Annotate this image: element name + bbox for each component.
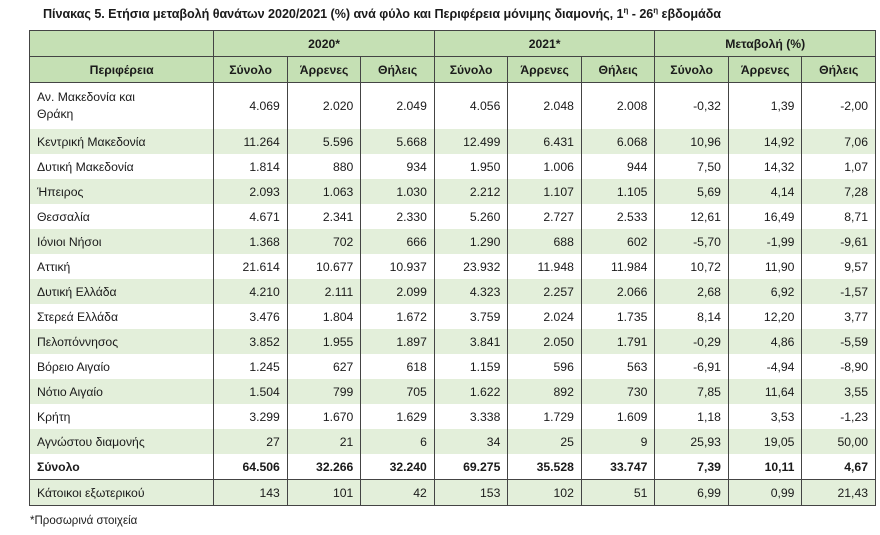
value-cell: 143 bbox=[214, 480, 288, 506]
table-row bbox=[30, 379, 876, 404]
value-cell: 1.290 bbox=[434, 229, 508, 254]
value-cell: 1.245 bbox=[214, 354, 288, 379]
value-cell: 25 bbox=[508, 429, 582, 454]
value-cell: 3.476 bbox=[214, 304, 288, 329]
value-cell: -9,61 bbox=[802, 229, 876, 254]
value-cell: 50,00 bbox=[802, 429, 876, 454]
region-name: Αγνώστου διαμονής bbox=[30, 429, 214, 454]
value-cell: -1,57 bbox=[802, 279, 876, 304]
table-row bbox=[30, 254, 876, 279]
value-cell: 10.677 bbox=[287, 254, 361, 279]
value-cell: -0,29 bbox=[655, 329, 729, 354]
value-cell: 21,43 bbox=[802, 480, 876, 506]
value-cell: 2.050 bbox=[508, 329, 582, 354]
value-cell: 3,55 bbox=[802, 379, 876, 404]
region-name: Κρήτη bbox=[30, 404, 214, 429]
value-cell: 1.107 bbox=[508, 179, 582, 204]
header-col: Σύνολο bbox=[434, 57, 508, 83]
value-cell: 627 bbox=[287, 354, 361, 379]
value-cell: -2,00 bbox=[802, 83, 876, 130]
value-cell: 34 bbox=[434, 429, 508, 454]
value-cell: 2.008 bbox=[581, 83, 655, 130]
footnote: *Προσωρινά στοιχεία bbox=[30, 515, 138, 527]
value-cell: 4,14 bbox=[728, 179, 802, 204]
value-cell: 730 bbox=[581, 379, 655, 404]
value-cell: 3,77 bbox=[802, 304, 876, 329]
value-cell: 2.257 bbox=[508, 279, 582, 304]
region-name: Σύνολο bbox=[30, 454, 214, 480]
value-cell: 2.111 bbox=[287, 279, 361, 304]
value-cell: 5.596 bbox=[287, 129, 361, 154]
value-cell: -6,91 bbox=[655, 354, 729, 379]
value-cell: 10,72 bbox=[655, 254, 729, 279]
value-cell: 1.159 bbox=[434, 354, 508, 379]
value-cell: 3.299 bbox=[214, 404, 288, 429]
value-cell: 1.735 bbox=[581, 304, 655, 329]
value-cell: 7,39 bbox=[655, 454, 729, 480]
value-cell: 3.338 bbox=[434, 404, 508, 429]
value-cell: 5.260 bbox=[434, 204, 508, 229]
region-name: Αν. Μακεδονία και Θράκη bbox=[30, 83, 214, 130]
value-cell: 1.804 bbox=[287, 304, 361, 329]
title-text: Πίνακας 5. Ετήσια μεταβολή θανάτων 2020/2021 (%) ανά φύλο και Περιφέρεια μόνιμης διαμονής, bbox=[43, 7, 617, 22]
value-cell: 0,99 bbox=[728, 480, 802, 506]
value-cell: 4.056 bbox=[434, 83, 508, 130]
value-cell: 1,39 bbox=[728, 83, 802, 130]
header-group-2020: 2020* bbox=[214, 31, 435, 57]
value-cell: 11.948 bbox=[508, 254, 582, 279]
table-row bbox=[30, 304, 876, 329]
value-cell: 69.275 bbox=[434, 454, 508, 480]
value-cell: 6,92 bbox=[728, 279, 802, 304]
value-cell: -1,99 bbox=[728, 229, 802, 254]
table-row bbox=[30, 229, 876, 254]
value-cell: 1.105 bbox=[581, 179, 655, 204]
value-cell: 7,50 bbox=[655, 154, 729, 179]
region-name: Θεσσαλία bbox=[30, 204, 214, 229]
value-cell: 2.020 bbox=[287, 83, 361, 130]
value-cell: 9,57 bbox=[802, 254, 876, 279]
value-cell: 2.341 bbox=[287, 204, 361, 229]
table-row bbox=[30, 429, 876, 454]
value-cell: 5.668 bbox=[361, 129, 435, 154]
table-row bbox=[30, 279, 876, 304]
value-cell: 2.212 bbox=[434, 179, 508, 204]
title-sup: η bbox=[623, 6, 629, 15]
header-group-row bbox=[30, 31, 876, 57]
header-col: Θήλεις bbox=[361, 57, 435, 83]
value-cell: 1.672 bbox=[361, 304, 435, 329]
value-cell: 2.099 bbox=[361, 279, 435, 304]
value-cell: 19,05 bbox=[728, 429, 802, 454]
value-cell: 1.897 bbox=[361, 329, 435, 354]
value-cell: 4.210 bbox=[214, 279, 288, 304]
value-cell: 7,28 bbox=[802, 179, 876, 204]
value-cell: 1.955 bbox=[287, 329, 361, 354]
value-cell: 892 bbox=[508, 379, 582, 404]
header-empty bbox=[30, 31, 214, 57]
region-name: Δυτική Ελλάδα bbox=[30, 279, 214, 304]
value-cell: 1,18 bbox=[655, 404, 729, 429]
value-cell: 11,90 bbox=[728, 254, 802, 279]
value-cell: 64.506 bbox=[214, 454, 288, 480]
value-cell: 3.759 bbox=[434, 304, 508, 329]
header-col: Άρρενες bbox=[508, 57, 582, 83]
value-cell: 2.048 bbox=[508, 83, 582, 130]
value-cell: 3.852 bbox=[214, 329, 288, 354]
value-cell: 1.622 bbox=[434, 379, 508, 404]
value-cell: 2.533 bbox=[581, 204, 655, 229]
value-cell: 5,69 bbox=[655, 179, 729, 204]
region-name: Ήπειρος bbox=[30, 179, 214, 204]
table-row bbox=[30, 354, 876, 379]
value-cell: 705 bbox=[361, 379, 435, 404]
value-cell: 1.729 bbox=[508, 404, 582, 429]
value-cell: 6.431 bbox=[508, 129, 582, 154]
value-cell: 1.063 bbox=[287, 179, 361, 204]
title-week-from: 1 bbox=[616, 7, 624, 22]
title-suffix: εβδομάδα bbox=[658, 7, 721, 22]
value-cell: 10,96 bbox=[655, 129, 729, 154]
header-col: Θήλεις bbox=[581, 57, 655, 83]
value-cell: 596 bbox=[508, 354, 582, 379]
value-cell: 1,07 bbox=[802, 154, 876, 179]
value-cell: 4.069 bbox=[214, 83, 288, 130]
value-cell: 14,32 bbox=[728, 154, 802, 179]
value-cell: 1.950 bbox=[434, 154, 508, 179]
value-cell: 2.093 bbox=[214, 179, 288, 204]
deaths-table bbox=[29, 30, 876, 506]
value-cell: -5,59 bbox=[802, 329, 876, 354]
value-cell: 2.330 bbox=[361, 204, 435, 229]
table-row bbox=[30, 154, 876, 179]
region-name: Πελοπόννησος bbox=[30, 329, 214, 354]
value-cell: 1.006 bbox=[508, 154, 582, 179]
region-name: Κάτοικοι εξωτερικού bbox=[30, 480, 214, 506]
title-sup: η bbox=[653, 6, 659, 15]
table-row bbox=[30, 329, 876, 354]
value-cell: 42 bbox=[361, 480, 435, 506]
region-name: Βόρειο Αιγαίο bbox=[30, 354, 214, 379]
value-cell: 11,64 bbox=[728, 379, 802, 404]
value-cell: 4,67 bbox=[802, 454, 876, 480]
value-cell: 153 bbox=[434, 480, 508, 506]
value-cell: 1.629 bbox=[361, 404, 435, 429]
table-row bbox=[30, 480, 876, 506]
value-cell: 799 bbox=[287, 379, 361, 404]
region-name: Ιόνιοι Νήσοι bbox=[30, 229, 214, 254]
value-cell: 1.030 bbox=[361, 179, 435, 204]
value-cell: 934 bbox=[361, 154, 435, 179]
value-cell: 1.814 bbox=[214, 154, 288, 179]
value-cell: 12,61 bbox=[655, 204, 729, 229]
value-cell: 666 bbox=[361, 229, 435, 254]
header-group-2021: 2021* bbox=[434, 31, 655, 57]
value-cell: 2,68 bbox=[655, 279, 729, 304]
region-name: Στερεά Ελλάδα bbox=[30, 304, 214, 329]
value-cell: 51 bbox=[581, 480, 655, 506]
table-row bbox=[30, 404, 876, 429]
header-col: Σύνολο bbox=[655, 57, 729, 83]
value-cell: 2.066 bbox=[581, 279, 655, 304]
value-cell: 12,20 bbox=[728, 304, 802, 329]
value-cell: 27 bbox=[214, 429, 288, 454]
region-name: Κεντρική Μακεδονία bbox=[30, 129, 214, 154]
value-cell: -0,32 bbox=[655, 83, 729, 130]
value-cell: 11.984 bbox=[581, 254, 655, 279]
table-row bbox=[30, 454, 876, 480]
value-cell: 6 bbox=[361, 429, 435, 454]
value-cell: 1.791 bbox=[581, 329, 655, 354]
value-cell: 14,92 bbox=[728, 129, 802, 154]
value-cell: -1,23 bbox=[802, 404, 876, 429]
value-cell: 8,14 bbox=[655, 304, 729, 329]
value-cell: 6,99 bbox=[655, 480, 729, 506]
value-cell: 563 bbox=[581, 354, 655, 379]
value-cell: 35.528 bbox=[508, 454, 582, 480]
value-cell: 1.368 bbox=[214, 229, 288, 254]
value-cell: 4.671 bbox=[214, 204, 288, 229]
value-cell: 1.609 bbox=[581, 404, 655, 429]
value-cell: 32.240 bbox=[361, 454, 435, 480]
value-cell: 10.937 bbox=[361, 254, 435, 279]
value-cell: 2.049 bbox=[361, 83, 435, 130]
value-cell: 2.727 bbox=[508, 204, 582, 229]
value-cell: 688 bbox=[508, 229, 582, 254]
value-cell: -4,94 bbox=[728, 354, 802, 379]
value-cell: 6.068 bbox=[581, 129, 655, 154]
header-col: Θήλεις bbox=[802, 57, 876, 83]
value-cell: 880 bbox=[287, 154, 361, 179]
value-cell: 4.323 bbox=[434, 279, 508, 304]
title-week-to: 26 bbox=[639, 7, 654, 22]
header-col: Άρρενες bbox=[728, 57, 802, 83]
header-region: Περιφέρεια bbox=[30, 57, 214, 83]
value-cell: -8,90 bbox=[802, 354, 876, 379]
table-row bbox=[30, 179, 876, 204]
value-cell: 602 bbox=[581, 229, 655, 254]
table-row bbox=[30, 83, 876, 130]
value-cell: 4,86 bbox=[728, 329, 802, 354]
value-cell: 1.504 bbox=[214, 379, 288, 404]
value-cell: 3,53 bbox=[728, 404, 802, 429]
table-row bbox=[30, 204, 876, 229]
header-col: Σύνολο bbox=[214, 57, 288, 83]
value-cell: 9 bbox=[581, 429, 655, 454]
value-cell: 8,71 bbox=[802, 204, 876, 229]
value-cell: 21 bbox=[287, 429, 361, 454]
table-title bbox=[43, 6, 873, 21]
value-cell: 23.932 bbox=[434, 254, 508, 279]
value-cell: 3.841 bbox=[434, 329, 508, 354]
header-col: Άρρενες bbox=[287, 57, 361, 83]
value-cell: 102 bbox=[508, 480, 582, 506]
value-cell: 101 bbox=[287, 480, 361, 506]
region-name: Νότιο Αιγαίο bbox=[30, 379, 214, 404]
value-cell: -5,70 bbox=[655, 229, 729, 254]
value-cell: 33.747 bbox=[581, 454, 655, 480]
value-cell: 11.264 bbox=[214, 129, 288, 154]
value-cell: 2.024 bbox=[508, 304, 582, 329]
value-cell: 32.266 bbox=[287, 454, 361, 480]
value-cell: 7,06 bbox=[802, 129, 876, 154]
value-cell: 7,85 bbox=[655, 379, 729, 404]
value-cell: 10,11 bbox=[728, 454, 802, 480]
table-row bbox=[30, 129, 876, 154]
value-cell: 25,93 bbox=[655, 429, 729, 454]
region-name: Δυτική Μακεδονία bbox=[30, 154, 214, 179]
value-cell: 1.670 bbox=[287, 404, 361, 429]
value-cell: 702 bbox=[287, 229, 361, 254]
value-cell: 618 bbox=[361, 354, 435, 379]
header-sub-row bbox=[30, 57, 876, 83]
title-dash: - bbox=[628, 7, 640, 22]
region-name: Αττική bbox=[30, 254, 214, 279]
value-cell: 21.614 bbox=[214, 254, 288, 279]
value-cell: 944 bbox=[581, 154, 655, 179]
value-cell: 16,49 bbox=[728, 204, 802, 229]
header-group-change: Μεταβολή (%) bbox=[655, 31, 876, 57]
value-cell: 12.499 bbox=[434, 129, 508, 154]
